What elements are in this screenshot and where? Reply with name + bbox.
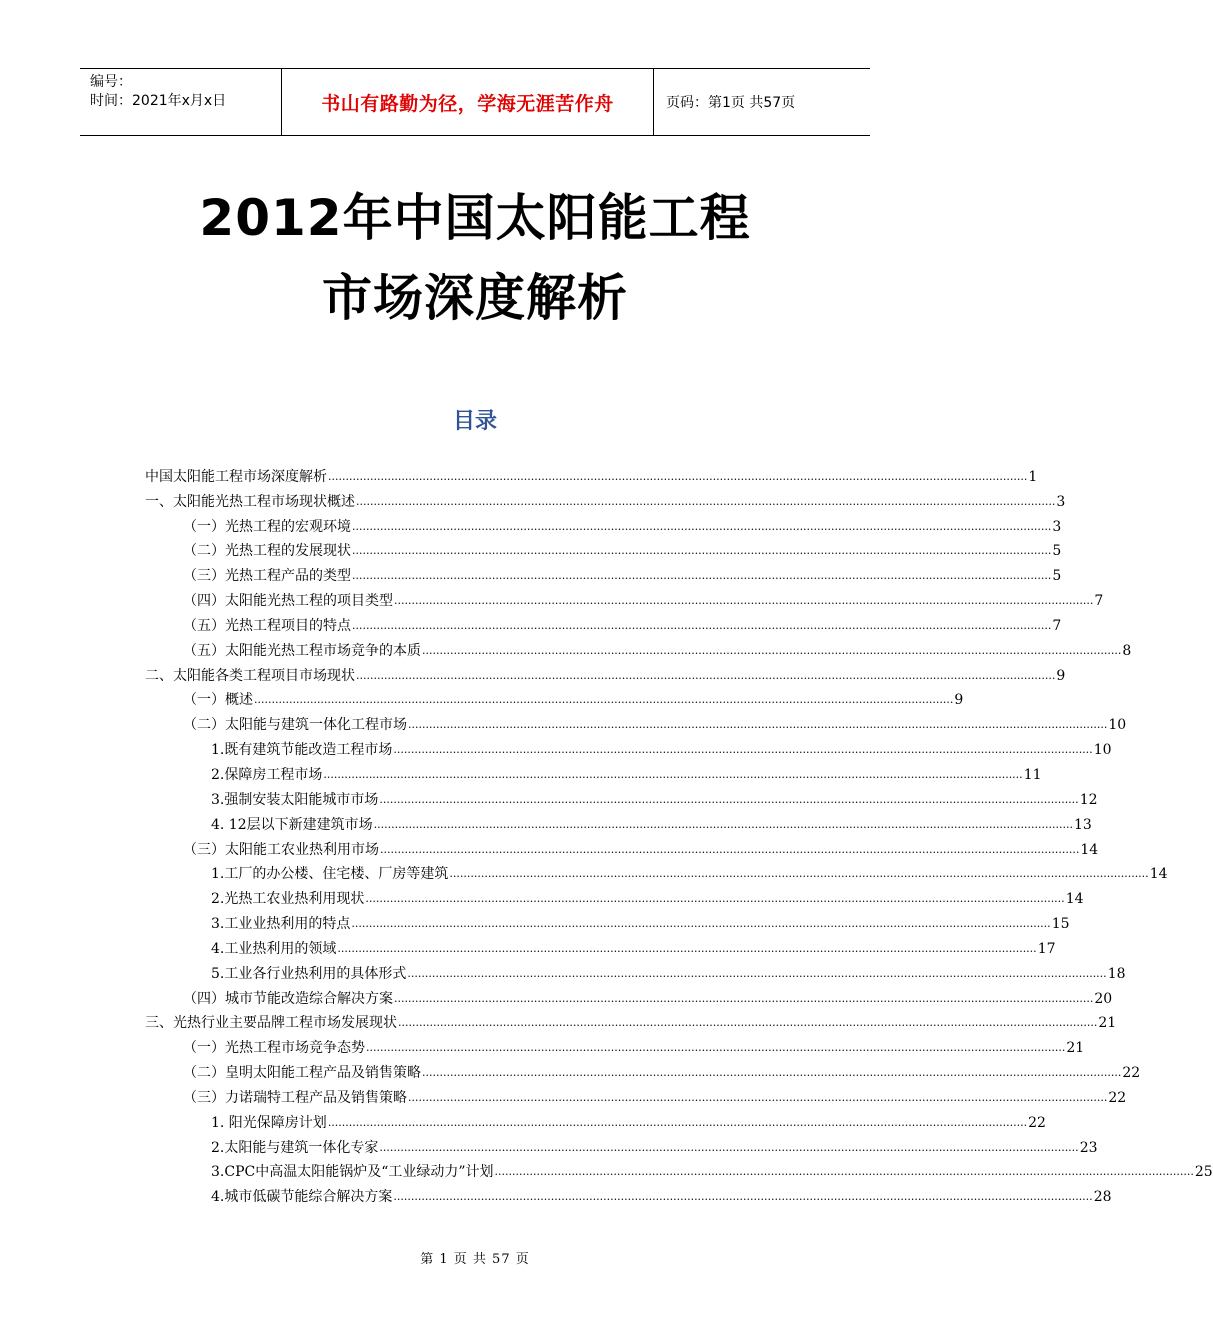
toc-entry-label: 2.光热工农业热利用现状 (211, 891, 365, 908)
toc-entry-page: 20 (1094, 990, 1113, 1007)
toc-entry-page: 9 (954, 692, 964, 709)
toc-entry-page: 21 (1098, 1015, 1117, 1032)
toc-entry[interactable] (145, 486, 1066, 511)
toc-entry-label: （二）太阳能与建筑一体化工程市场 (183, 717, 407, 734)
toc-entry-page: 25 (1194, 1164, 1213, 1181)
toc-entry[interactable] (145, 859, 1168, 884)
toc-entry-label: 中国太阳能工程市场深度解析 (145, 468, 327, 485)
toc-entry-page: 13 (1073, 816, 1092, 833)
header-motto: 书山有路勤为径，学海无涯苦作舟 (282, 69, 654, 135)
toc-entry[interactable] (145, 660, 1066, 685)
toc-entry-label: 2.太阳能与建筑一体化专家 (211, 1139, 379, 1156)
toc-entry[interactable] (145, 834, 1099, 859)
toc-leader-dots: ........................................................................................................................................................................................................ (422, 643, 1122, 657)
toc-leader-dots: ........................................................................................................................................................................................................ (380, 842, 1080, 856)
toc-entry[interactable] (145, 784, 1098, 809)
toc-leader-dots: ........................................................................................................................................................................................................ (379, 1140, 1079, 1154)
toc-entry-page: 22 (1122, 1065, 1141, 1082)
toc-entry-label: （二）光热工程的发展现状 (183, 543, 351, 560)
toc-entry[interactable] (145, 560, 1062, 585)
toc-leader-dots: ........................................................................................................................................................................................................ (449, 867, 1149, 881)
toc-leader-dots: ........................................................................................................................................................................................................ (398, 1016, 1098, 1030)
document-title-line1: 2012年中国太阳能工程 (199, 189, 751, 247)
toc-entry-page: 7 (1094, 593, 1104, 610)
page-footer: 第 1 页 共 57 页 (420, 1252, 530, 1267)
toc-entry[interactable] (145, 1032, 1085, 1057)
toc-leader-dots: ........................................................................................................................................................................................................ (254, 693, 954, 707)
page-header (80, 68, 870, 136)
toc-entry[interactable] (145, 908, 1070, 933)
toc-entry-label: （五）光热工程项目的特点 (183, 617, 351, 634)
toc-leader-dots: ........................................................................................................................................................................................................ (365, 892, 1065, 906)
toc-entry-page: 21 (1066, 1040, 1085, 1057)
toc-leader-dots: ........................................................................................................................................................................................................ (373, 817, 1073, 831)
toc-leader-dots: ........................................................................................................................................................................................................ (394, 594, 1094, 608)
toc-leader-dots: ........................................................................................................................................................................................................ (379, 792, 1079, 806)
toc-entry-page: 10 (1093, 742, 1112, 759)
toc-leader-dots: ........................................................................................................................................................................................................ (352, 519, 1052, 533)
toc-entry-label: （三）力诺瑞特工程产品及销售策略 (183, 1089, 407, 1106)
toc-leader-dots: ........................................................................................................................................................................................................ (394, 991, 1094, 1005)
toc-entry-page: 10 (1108, 717, 1127, 734)
toc-entry-label: （三）光热工程产品的类型 (183, 568, 351, 585)
toc-entry[interactable] (145, 933, 1056, 958)
toc-entry[interactable] (145, 1082, 1127, 1107)
toc-leader-dots: ........................................................................................................................................................................................................ (408, 1090, 1108, 1104)
header-time-label: 时间：2021年x月x日 (90, 93, 227, 109)
toc-entry-label: 5.工业各行业热利用的具体形式 (211, 965, 407, 982)
toc-leader-dots: ........................................................................................................................................................................................................ (407, 966, 1107, 980)
toc-leader-dots: ........................................................................................................................................................................................................ (352, 618, 1052, 632)
toc-entry-page: 18 (1107, 965, 1126, 982)
toc-entry-label: 1.既有建筑节能改造工程市场 (211, 742, 393, 759)
table-of-contents (145, 461, 1213, 1206)
toc-entry-label: 二、太阳能各类工程项目市场现状 (145, 667, 355, 684)
toc-entry[interactable] (145, 983, 1113, 1008)
toc-entry-page: 17 (1037, 940, 1056, 957)
toc-entry-page: 14 (1065, 891, 1084, 908)
toc-leader-dots: ........................................................................................................................................................................................................ (327, 1115, 1028, 1129)
toc-entry-label: （五）太阳能光热工程市场竞争的本质 (183, 642, 421, 659)
toc-entry[interactable] (145, 1008, 1117, 1033)
toc-leader-dots: ........................................................................................................................................................................................................ (328, 469, 1028, 483)
toc-entry-page: 5 (1052, 543, 1062, 560)
toc-leader-dots: ........................................................................................................................................................................................................ (351, 917, 1051, 931)
toc-entry-page: 5 (1052, 568, 1062, 585)
toc-entry-label: （一）光热工程市场竞争态势 (183, 1040, 365, 1057)
header-page-info: 页码：第1页 共57页 (666, 95, 796, 111)
toc-entry[interactable] (145, 511, 1062, 536)
toc-entry-page: 14 (1080, 841, 1099, 858)
toc-entry-page: 14 (1149, 866, 1168, 883)
toc-entry[interactable] (145, 883, 1084, 908)
toc-entry-page: 11 (1023, 766, 1042, 783)
toc-entry-page: 9 (1056, 667, 1066, 684)
toc-entry-page: 23 (1079, 1139, 1098, 1156)
toc-entry-label: 一、太阳能光热工程市场现状概述 (145, 493, 355, 510)
toc-leader-dots: ........................................................................................................................................................................................................ (356, 668, 1056, 682)
toc-leader-dots: ........................................................................................................................................................................................................ (352, 544, 1052, 558)
toc-entry-label: 3.工业业热利用的特点 (211, 916, 351, 933)
toc-heading: 目录 (452, 409, 497, 434)
toc-entry[interactable] (145, 585, 1104, 610)
toc-entry-label: 4.城市低碳节能综合解决方案 (211, 1189, 393, 1206)
document-title-line2: 市场深度解析 (322, 269, 628, 327)
toc-entry-label: （四）太阳能光热工程的项目类型 (183, 593, 393, 610)
toc-entry[interactable] (145, 709, 1127, 734)
toc-entry[interactable] (145, 536, 1062, 561)
toc-entry-label: 1. 阳光保障房计划 (211, 1114, 327, 1131)
toc-leader-dots: ........................................................................................................................................................................................................ (422, 1066, 1122, 1080)
toc-entry-label: 2.保障房工程市场 (211, 766, 323, 783)
toc-entry-page: 8 (1122, 642, 1132, 659)
toc-entry-label: 3.强制安装太阳能城市市场 (211, 791, 379, 808)
toc-entry-label: （四）城市节能改造综合解决方案 (183, 990, 393, 1007)
toc-entry-label: 1.工厂的办公楼、住宅楼、厂房等建筑 (211, 866, 449, 883)
toc-entry[interactable] (145, 1132, 1098, 1157)
toc-leader-dots: ........................................................................................................................................................................................................ (393, 1190, 1093, 1204)
toc-entry[interactable] (145, 610, 1062, 635)
toc-entry-label: （二）皇明太阳能工程产品及销售策略 (183, 1065, 421, 1082)
toc-leader-dots: ........................................................................................................................................................................................................ (494, 1165, 1194, 1179)
toc-entry-page: 22 (1028, 1114, 1046, 1131)
toc-entry[interactable] (145, 1057, 1141, 1082)
toc-leader-dots: ........................................................................................................................................................................................................ (356, 494, 1056, 508)
header-meta (80, 69, 282, 135)
toc-entry-page: 28 (1093, 1189, 1112, 1206)
toc-leader-dots: ........................................................................................................................................................................................................ (352, 569, 1052, 583)
toc-entry-page: 7 (1052, 617, 1062, 634)
toc-leader-dots: ........................................................................................................................................................................................................ (337, 941, 1037, 955)
toc-leader-dots: ........................................................................................................................................................................................................ (366, 1041, 1066, 1055)
toc-entry[interactable] (145, 1157, 1213, 1182)
toc-entry[interactable] (145, 1181, 1112, 1206)
toc-entry-label: 4.工业热利用的领域 (211, 940, 337, 957)
toc-entry[interactable] (145, 461, 1038, 486)
toc-entry[interactable] (145, 759, 1042, 784)
toc-entry-page: 15 (1051, 916, 1070, 933)
toc-entry-label: 三、光热行业主要品牌工程市场发展现状 (145, 1015, 397, 1032)
toc-entry-page: 3 (1052, 518, 1062, 535)
toc-entry[interactable] (145, 1107, 1046, 1132)
toc-entry-label: 4. 12层以下新建建筑市场 (211, 816, 373, 833)
toc-entry-page: 1 (1028, 468, 1038, 485)
toc-entry-label: （一）光热工程的宏观环境 (183, 518, 351, 535)
toc-entry-page: 22 (1108, 1089, 1127, 1106)
toc-entry[interactable] (145, 958, 1126, 983)
toc-entry[interactable] (145, 734, 1112, 759)
toc-entry-page: 3 (1056, 493, 1066, 510)
toc-leader-dots: ........................................................................................................................................................................................................ (323, 767, 1023, 781)
toc-entry-page: 12 (1079, 791, 1098, 808)
toc-entry[interactable] (145, 635, 1132, 660)
toc-entry[interactable] (145, 809, 1092, 834)
toc-leader-dots: ........................................................................................................................................................................................................ (393, 743, 1093, 757)
header-number-label: 编号： (90, 74, 132, 90)
toc-entry-label: （一）概述 (183, 692, 253, 709)
toc-entry-label: （三）太阳能工农业热利用市场 (183, 841, 379, 858)
toc-entry[interactable] (145, 685, 964, 710)
toc-leader-dots: ........................................................................................................................................................................................................ (408, 718, 1108, 732)
toc-entry-label: 3.CPC中高温太阳能锅炉及“工业绿动力”计划 (211, 1164, 494, 1181)
